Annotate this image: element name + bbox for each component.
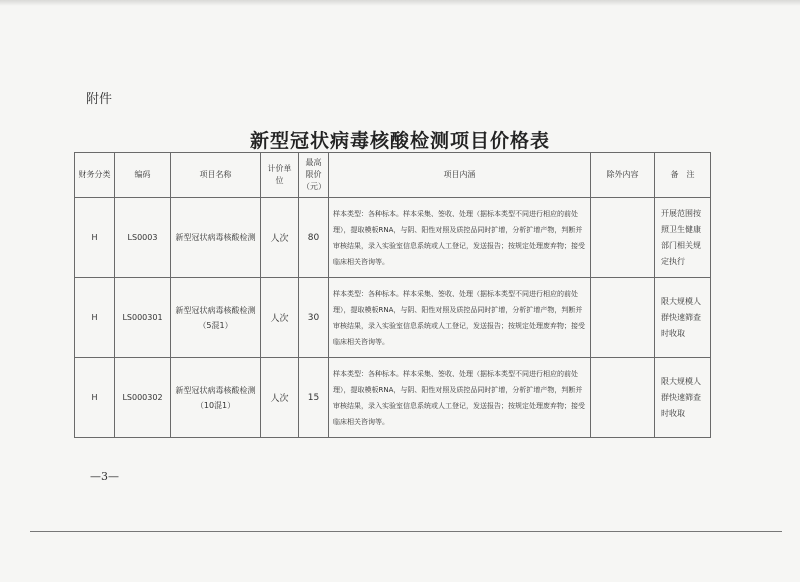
header-unit: 计价单位	[261, 153, 299, 198]
table-header-row	[75, 153, 711, 198]
cell-unit: 人次	[261, 278, 299, 358]
table-row	[75, 198, 711, 278]
header-code: 编码	[115, 153, 171, 198]
header-name: 项目名称	[171, 153, 261, 198]
cell-category: H	[75, 358, 115, 438]
cell-code: LS0003	[115, 198, 171, 278]
header-content: 项目内涵	[329, 153, 591, 198]
header-note: 备 注	[655, 153, 711, 198]
cell-content: 样本类型：各种标本。样本采集、签收、处理（据标本类型不同进行相应的前处理），提取模板RNA，与阴、阳性对照及质控品同时扩增，分析扩增产物，判断并审核结果，录入实验室信息系统或人工登记，发送报告；按规定处理废弃物；接受临床相关咨询等。	[329, 278, 591, 358]
table-row	[75, 278, 711, 358]
cell-content: 样本类型：各种标本。样本采集、签收、处理（据标本类型不同进行相应的前处理），提取模板RNA，与阴、阳性对照及质控品同时扩增，分析扩增产物，判断并审核结果，录入实验室信息系统或人工登记，发送报告；按规定处理废弃物；接受临床相关咨询等。	[329, 358, 591, 438]
cell-content: 样本类型：各种标本。样本采集、签收、处理（据标本类型不同进行相应的前处理），提取模板RNA，与阴、阳性对照及质控品同时扩增，分析扩增产物，判断并审核结果，录入实验室信息系统或人工登记，发送报告；按规定处理废弃物；接受临床相关咨询等。	[329, 198, 591, 278]
cell-note: 开展范围按照卫生健康部门相关规定执行	[655, 198, 711, 278]
bottom-divider	[30, 531, 782, 532]
page-number: —3—	[90, 470, 119, 483]
cell-unit: 人次	[261, 198, 299, 278]
cell-max-price: 15	[299, 358, 329, 438]
cell-max-price: 30	[299, 278, 329, 358]
cell-name: 新型冠状病毒核酸检测	[171, 198, 261, 278]
cell-category: H	[75, 198, 115, 278]
cell-exclusion	[591, 358, 655, 438]
table-row	[75, 358, 711, 438]
page-top-edge	[0, 0, 800, 6]
cell-unit: 人次	[261, 358, 299, 438]
cell-note: 限大规模人群快速筛查时收取	[655, 278, 711, 358]
cell-name: 新型冠状病毒核酸检测（10混1）	[171, 358, 261, 438]
document-title: 新型冠状病毒核酸检测项目价格表	[249, 130, 550, 152]
header-exclusion: 除外内容	[591, 153, 655, 198]
cell-exclusion	[591, 278, 655, 358]
cell-note: 限大规模人群快速筛查时收取	[655, 358, 711, 438]
cell-max-price: 80	[299, 198, 329, 278]
attachment-label: 附件	[86, 92, 113, 107]
header-category: 财务分类	[75, 153, 115, 198]
header-max-price: 最高限价（元）	[299, 153, 329, 198]
cell-code: LS000301	[115, 278, 171, 358]
price-table	[74, 152, 711, 438]
cell-exclusion	[591, 198, 655, 278]
cell-category: H	[75, 278, 115, 358]
cell-code: LS000302	[115, 358, 171, 438]
cell-name: 新型冠状病毒核酸检测（5混1）	[171, 278, 261, 358]
